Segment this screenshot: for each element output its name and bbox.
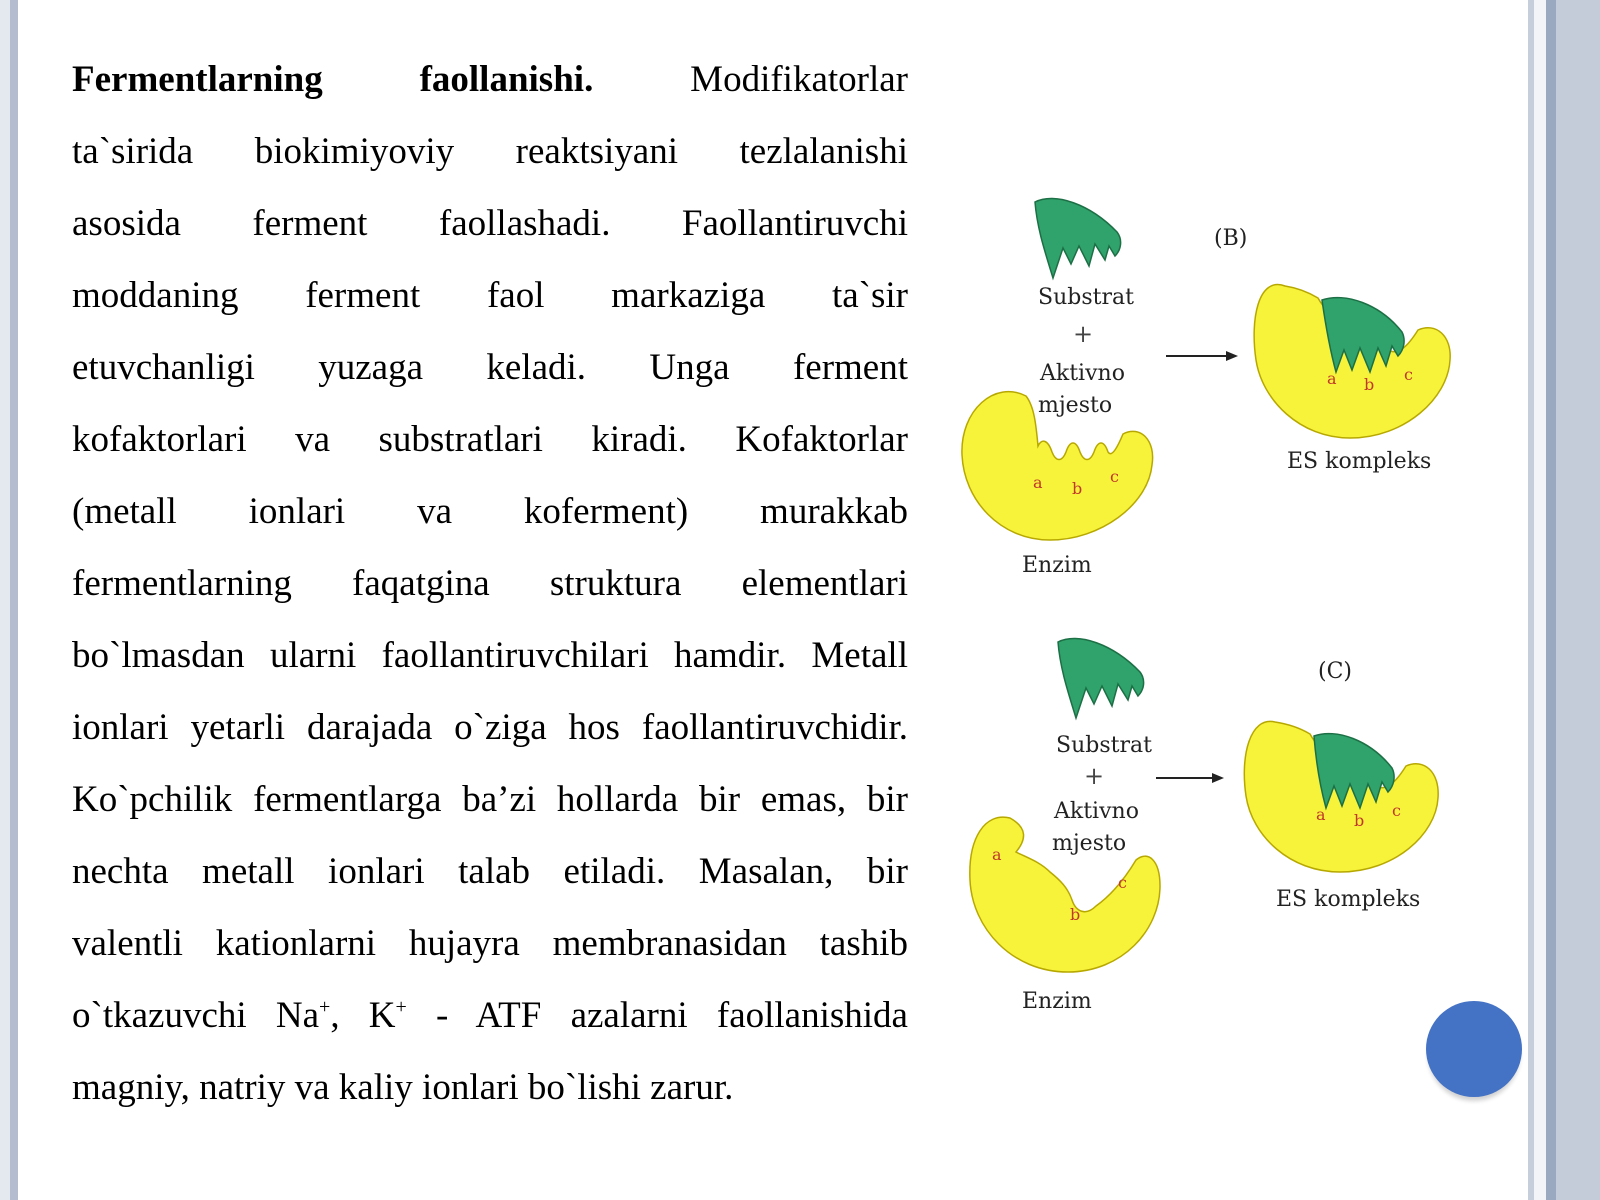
left-border-strip [10, 0, 18, 1200]
text-line: Ko`pchilik fermentlarga ba’zi hollarda bir emas, bir [72, 779, 908, 820]
arrow-b [1166, 351, 1238, 361]
binding-site-b: b [1354, 811, 1365, 830]
binding-site-c: c [1110, 467, 1119, 486]
substrate-label-b: Substrat [1038, 285, 1134, 310]
text-line: etuvchanligi yuzaga keladi. Unga ferment [72, 347, 908, 388]
substrate-shape-c [1058, 639, 1144, 718]
complex-label-c: ES kompleks [1276, 887, 1421, 912]
text-span: o`tkazuvchi Na [72, 995, 320, 1036]
text-line: kofaktorlari va substratlari kiradi. Kofaktorlar [72, 419, 908, 460]
panel-label-c: (C) [1318, 659, 1352, 684]
binding-site-a: a [1033, 473, 1043, 492]
plus-sign-b: + [1073, 320, 1094, 348]
superscript-plus: + [395, 996, 407, 1018]
body-paragraph [72, 44, 908, 1124]
active-site-label-b: mjesto [1038, 393, 1113, 418]
active-site-label-b: Aktivno [1040, 361, 1125, 386]
text-line [72, 44, 908, 116]
text-span: , K [330, 995, 396, 1036]
active-site-label-c: Aktivno [1054, 799, 1139, 824]
binding-site-b: b [1070, 905, 1081, 924]
arrow-c [1156, 773, 1224, 783]
binding-site-a: a [992, 845, 1002, 864]
text-line: bo`lmasdan ularni faollantiruvchilari hamdir. Metall [72, 635, 908, 676]
text-line: ionlari yetarli darajada o`ziga hos faollantiruvchidir. [72, 707, 908, 748]
binding-site-b: b [1072, 479, 1083, 498]
binding-site-c: c [1392, 801, 1401, 820]
right-border-strip [1546, 0, 1556, 1200]
left-border-strip [0, 0, 10, 1200]
text-line: magniy, natriy va kaliy ionlari bo`lishi zarur. [72, 1067, 734, 1108]
right-border-strip [1534, 0, 1546, 1200]
right-border-strip [1556, 0, 1600, 1200]
text-line: nechta metall ionlari talab etiladi. Masalan, bir [72, 851, 908, 892]
superscript-plus: + [319, 996, 331, 1018]
substrate-shape-b [1035, 199, 1121, 278]
complex-label-b: ES kompleks [1287, 449, 1432, 474]
panel-label-b: (B) [1214, 226, 1248, 251]
text-line: asosida ferment faollashadi. Faollantiruvchi [72, 203, 908, 244]
text-line: (metall ionlari va koferment) murakkab [72, 491, 908, 532]
text-line [72, 980, 908, 1052]
text-line: ta`sirida biokimiyoviy reaktsiyani tezlalanishi [72, 131, 908, 172]
enzyme-label-b: Enzim [1022, 553, 1092, 578]
active-site-label-c: mjesto [1052, 831, 1127, 856]
binding-site-c: c [1118, 873, 1127, 892]
enzyme-label-c: Enzim [1022, 989, 1092, 1014]
binding-site-a: a [1327, 369, 1337, 388]
slide-left-border [0, 0, 20, 1200]
binding-site-c: c [1404, 365, 1413, 384]
text-span: - ATF azalarni faollanishida [406, 995, 908, 1036]
binding-site-a: a [1316, 805, 1326, 824]
plus-sign-c: + [1084, 762, 1105, 790]
slide-right-border [1528, 0, 1600, 1200]
binding-site-b: b [1364, 375, 1375, 394]
decorative-corner-circle [1426, 1001, 1522, 1097]
text-span: Modifikatorlar [690, 59, 908, 100]
paragraph-heading: Fermentlarning faollanishi. [72, 59, 594, 100]
enzyme-substrate-diagram [940, 180, 1460, 1020]
text-line: moddaning ferment faol markaziga ta`sir [72, 275, 908, 316]
text-line: fermentlarning faqatgina struktura elementlari [72, 563, 908, 604]
substrate-label-c: Substrat [1056, 733, 1152, 758]
text-line: valentli kationlarni hujayra membranasidan tashib [72, 923, 908, 964]
